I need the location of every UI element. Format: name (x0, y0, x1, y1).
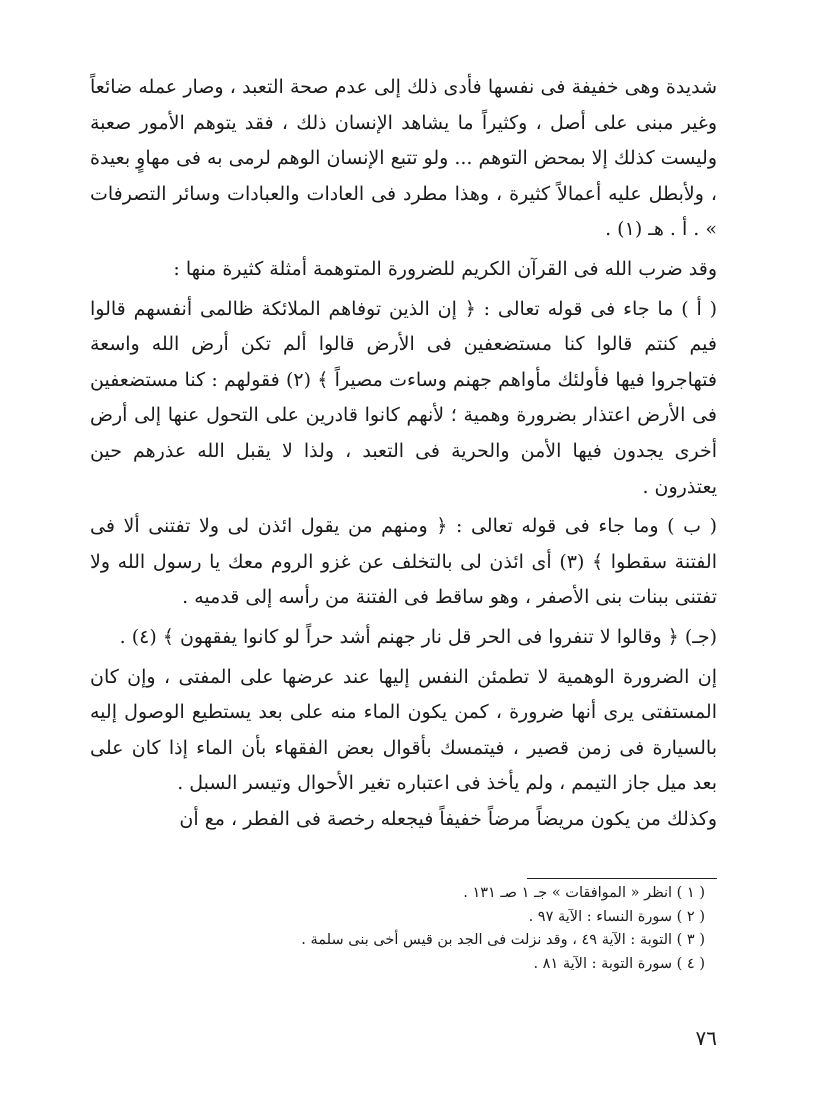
paragraph-1: شديدة وهى خفيفة فى نفسها فأدى ذلك إلى عدم صحة التعبد ، وصار عمله ضائعاً وغير مبنى على أصل ، وكثيراً ما يشاهد الإنسان ذلك ، فقد يتوهم الأمور صعبة وليست كذلك إلا بمحض التوهم ... ولو تتبع الإنسان الوهم لرمى به فى مهاوٍ بعيدة ، ولأبطل عليه أعمالاً كثيرة ، وهذا مطرد فى العادات والعبادات وسائر التصرفات » . أ . هـ (١) . (90, 76, 717, 241)
paragraph-7: وكذلك من يكون مريضاً مرضاً خفيفاً فيجعله رخصة فى الفطر ، مع أن (179, 807, 717, 830)
page-number: ٧٦ (695, 1026, 717, 1050)
footnote-divider (527, 878, 717, 879)
main-text (90, 70, 717, 837)
paragraph-4: ( ب ) وما جاء فى قوله تعالى : ﴿ ومنهم من يقول ائذن لى ولا تفتنى ألا فى الفتنة سقطوا ﴾ (٣) أى ائذن لى بالتخلف عن غزو الروم معك يا رسول الله ولا تفتنى ببنات بنى الأصفر ، وهو ساقط فى الفتنة من رأسه إلى قدميه . (90, 515, 717, 609)
paragraph-5: (جـ) ﴿ وقالوا لا تنفروا فى الحر قل نار جهنم أشد حراً لو كانوا يفقهون ﴾ (٤) . (119, 625, 717, 648)
footnote-3: ( ٣ ) التوبة : الآية ٤٩ ، وقد نزلت فى الجد بن قيس أخى بنى سلمة . (301, 932, 705, 948)
footnote-4: ( ٤ ) سورة التوبة : الآية ٨١ . (533, 955, 705, 972)
paragraph-2: وقد ضرب الله فى القرآن الكريم للضرورة المتوهمة أمثلة كثيرة منها : (173, 257, 717, 280)
footnote-1: ( ١ ) انظر « الموافقات » جـ ١ صـ ١٣١ . (463, 885, 705, 901)
footnotes (105, 882, 705, 976)
paragraph-3: ( أ ) ما جاء فى قوله تعالى : ﴿ إن الذين توفاهم الملائكة ظالمى أنفسهم قالوا فيم كنتم قالوا كنا مستضعفين فى الأرض قالوا ألم تكن أرض الله واسعة فتهاجروا فيها فأولئك مأواهم جهنم وساءت مصيراً ﴾ (٢) فقولهم : كنا مستضعفين فى الأرض اعتذار بضرورة وهمية ؛ لأنهم كانوا قادرين على التحول عنها إلى أرض أخرى يجدون فيها الأمن والحرية فى التعبد ، ولذا لا يقبل الله عذرهم حين يعتذرون . (90, 297, 717, 498)
paragraph-6: إن الضرورة الوهمية لا تطمئن النفس إليها عند عرضها على المفتى ، وإن كان المستفتى يرى أنها ضرورة ، كمن يكون الماء منه على بعد يستطيع الوصول إليه بالسيارة فى زمن قصير ، فيتمسك بأقوال بعض الفقهاء بأن الماء إذا كان على بعد ميل جاز التيمم ، ولم يأخذ فى اعتباره تغير الأحوال وتيسر السبل . (90, 665, 717, 795)
footnote-2: ( ٢ ) سورة النساء : الآية ٩٧ . (528, 908, 705, 925)
